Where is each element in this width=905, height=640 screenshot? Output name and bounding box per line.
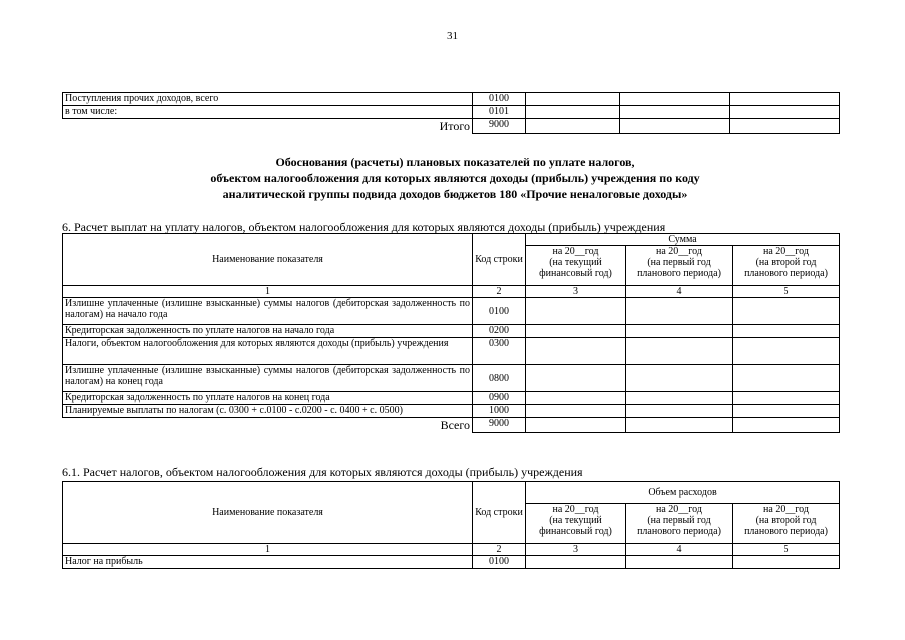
row-code: 0800 (473, 365, 526, 392)
value-cell[interactable] (733, 418, 840, 433)
row-name: Кредиторская задолженность по уплате налогов на конец года (63, 392, 473, 405)
value-cell[interactable] (626, 325, 733, 338)
row-name: в том числе: (63, 106, 473, 119)
row-code: 0100 (473, 556, 526, 569)
header-year-1: на 20__год (на текущий финансовый год) (526, 246, 626, 286)
section-heading (60, 154, 850, 202)
header-year-1: на 20__год (на текущий финансовый год) (526, 504, 626, 544)
value-cell[interactable] (526, 298, 626, 325)
value-cell[interactable] (526, 338, 626, 365)
row-name: Налог на прибыль (63, 556, 473, 569)
tax-calculation-table (62, 481, 840, 569)
value-cell[interactable] (626, 418, 733, 433)
value-cell[interactable] (620, 106, 730, 119)
value-cell[interactable] (626, 405, 733, 418)
row-code: 0100 (473, 93, 526, 106)
value-cell[interactable] (733, 392, 840, 405)
value-cell[interactable] (733, 405, 840, 418)
table-row (63, 405, 840, 418)
total-label: Всего (63, 418, 473, 433)
value-cell[interactable] (730, 93, 840, 106)
column-number: 3 (526, 286, 626, 298)
value-cell[interactable] (526, 418, 626, 433)
header-name: Наименование показателя (63, 234, 473, 286)
row-code: 0300 (473, 338, 526, 365)
header-year-2: на 20__год (на первый год планового периода) (626, 246, 733, 286)
row-code: 0900 (473, 392, 526, 405)
header-year-3: на 20__год (на второй год планового периода) (733, 504, 840, 544)
total-code: 9000 (473, 418, 526, 433)
value-cell[interactable] (620, 119, 730, 134)
column-number: 1 (63, 286, 473, 298)
column-number: 2 (473, 544, 526, 556)
column-number: 2 (473, 286, 526, 298)
column-number: 4 (626, 286, 733, 298)
value-cell[interactable] (730, 119, 840, 134)
value-cell[interactable] (626, 556, 733, 569)
value-cell[interactable] (526, 325, 626, 338)
value-cell[interactable] (526, 405, 626, 418)
table-row (63, 325, 840, 338)
header-year-2: на 20__год (на первый год планового периода) (626, 504, 733, 544)
tax-payments-table (62, 233, 840, 433)
total-label: Итого (63, 119, 473, 134)
table-row (63, 119, 840, 134)
header-code: Код строки (473, 482, 526, 544)
row-code: 0100 (473, 298, 526, 325)
row-name: Излишне уплаченные (излишне взысканные) суммы налогов (дебиторская задолженность по налогам) на конец года (63, 365, 473, 392)
section-6-title: 6. Расчет выплат на уплату налогов, объектом налогообложения для которых являются доходы (прибыль) учреждения (62, 220, 666, 234)
column-numbers-row (63, 544, 840, 556)
header-sum: Объем расходов (526, 482, 840, 504)
header-row (63, 482, 840, 504)
row-name: Кредиторская задолженность по уплате налогов на начало года (63, 325, 473, 338)
page-number: 31 (447, 30, 458, 42)
table-row (63, 93, 840, 106)
value-cell[interactable] (526, 365, 626, 392)
header-row (63, 234, 840, 246)
value-cell[interactable] (626, 338, 733, 365)
heading-line: Обоснования (расчеты) плановых показателей по уплате налогов, (275, 155, 635, 169)
header-code: Код строки (473, 234, 526, 286)
value-cell[interactable] (733, 365, 840, 392)
table-row (63, 556, 840, 569)
value-cell[interactable] (733, 298, 840, 325)
row-code: 0200 (473, 325, 526, 338)
value-cell[interactable] (620, 93, 730, 106)
value-cell[interactable] (730, 106, 840, 119)
row-code: 0101 (473, 106, 526, 119)
header-year-3: на 20__год (на второй год планового периода) (733, 246, 840, 286)
value-cell[interactable] (733, 325, 840, 338)
value-cell[interactable] (626, 365, 733, 392)
table-row (63, 392, 840, 405)
section-6-1-title: 6.1. Расчет налогов, объектом налогообложения для которых являются доходы (прибыль) учреждения (62, 465, 583, 479)
total-code: 9000 (473, 119, 526, 134)
value-cell[interactable] (733, 338, 840, 365)
column-number: 4 (626, 544, 733, 556)
column-number: 5 (733, 286, 840, 298)
header-name: Наименование показателя (63, 482, 473, 544)
row-code: 1000 (473, 405, 526, 418)
row-name: Планируемые выплаты по налогам (с. 0300 + с.0100 - с.0200 - с. 0400 + с. 0500) (63, 405, 473, 418)
value-cell[interactable] (526, 106, 620, 119)
table-row (63, 365, 840, 392)
income-table (62, 92, 840, 134)
column-number: 3 (526, 544, 626, 556)
column-number: 1 (63, 544, 473, 556)
row-name: Излишне уплаченные (излишне взысканные) суммы налогов (дебиторская задолженность по налогам) на начало года (63, 298, 473, 325)
header-sum: Сумма (526, 234, 840, 246)
row-name: Налоги, объектом налогообложения для которых являются доходы (прибыль) учреждения (63, 338, 473, 365)
value-cell[interactable] (526, 93, 620, 106)
table-row (63, 298, 840, 325)
row-name: Поступления прочих доходов, всего (63, 93, 473, 106)
heading-line: аналитической группы подвида доходов бюджетов 180 «Прочие неналоговые доходы» (222, 187, 688, 201)
table-row (63, 338, 840, 365)
table-row (63, 418, 840, 433)
heading-line: объектом налогообложения для которых являются доходы (прибыль) учреждения по коду (210, 171, 700, 185)
value-cell[interactable] (526, 556, 626, 569)
table-row (63, 106, 840, 119)
value-cell[interactable] (526, 392, 626, 405)
column-numbers-row (63, 286, 840, 298)
value-cell[interactable] (626, 298, 733, 325)
column-number: 5 (733, 544, 840, 556)
value-cell[interactable] (526, 119, 620, 134)
value-cell[interactable] (626, 392, 733, 405)
value-cell[interactable] (733, 556, 840, 569)
